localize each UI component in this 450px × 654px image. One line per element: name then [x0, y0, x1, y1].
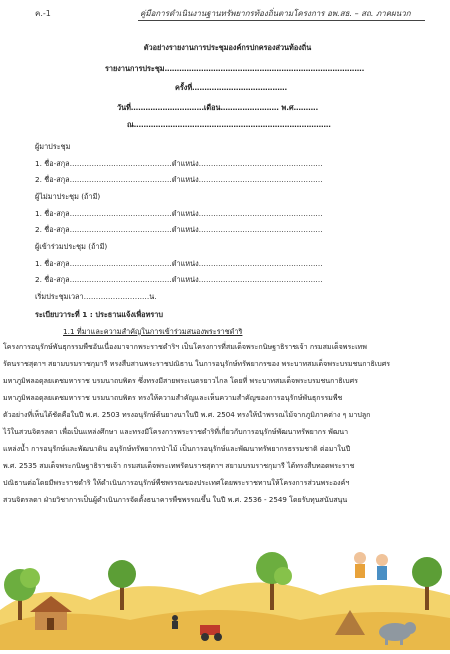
guest-label: ผู้เข้าร่วมประชุม (ถ้ามี): [35, 242, 108, 251]
body-line: สวนจิตรลดา ฝ่ายวิชาการเป็นผู้ดำเนินการจัดตั้งธนาคารพืชพรรณขึ้น ในปี พ.ศ. 2536 - 2549 โดยรับทุนสนับสนุน: [3, 495, 348, 504]
guest-row-1: 1. ชื่อ-สกุล……………………………………ตำแหน่ง……………………………………………: [35, 259, 323, 268]
present-label: ผู้มาประชุม: [35, 142, 71, 151]
page-code: ค.-1: [35, 9, 51, 18]
session-line: ครั้งที่…………………………………: [175, 83, 288, 92]
start-time: เริ่มประชุมเวลา………………………น.: [35, 292, 157, 301]
absent-label: ผู้ไม่มาประชุม (ถ้ามี): [35, 192, 101, 201]
place-line: ณ………………………………………………………………………: [127, 120, 331, 129]
person-icon: [172, 615, 178, 629]
absent-row-1: 1. ชื่อ-สกุล……………………………………ตำแหน่ง……………………………………………: [35, 209, 323, 218]
present-row-2: 2. ชื่อ-สกุล……………………………………ตำแหน่ง……………………………………………: [35, 175, 323, 184]
footer-illustration: [0, 540, 450, 650]
header-rule: [138, 20, 425, 21]
person-icon: [354, 552, 366, 578]
body-line: โครงการอนุรักษ์พันธุกรรมพืชอันเนื่องมาจากพระราชดำริฯ เป็นโครงการที่สมเด็จพระกนิษฐาธิราชเจ้า กรมสมเด็จพระเทพ: [3, 342, 367, 351]
date-line: วันที่…………………………เดือน…………………… พ.ศ……….: [117, 103, 319, 112]
document-title: ตัวอย่างรายงานการประชุมองค์กรปกครองส่วนท้องถิ่น: [143, 43, 312, 52]
report-line: รายงานการประชุม……………………………………………………………………….: [105, 64, 365, 73]
body-line: รัตนราชสุดาฯ สยามบรมราชกุมารี ทรงสืบสานพระราชปณิธาน ในการอนุรักษ์ทรัพยากรของ พระบาทสมเด็จพระบรมชนกาธิเบศร: [3, 359, 391, 368]
body-line: มหาภูมิพลอดุลยเดชมหาราช บรมนาถบพิตร ซึ่งทรงมีสายพระเนตรยาวไกล โดยที่ พระบาทสมเด็จพระบรมชนกาธิเบศร: [3, 376, 358, 385]
header-title: คู่มือการดำเนินงานฐานทรัพยากรท้องถิ่นตามโครงการ อพ.สธ. – สถ. ภาคผนวก: [140, 9, 411, 18]
body-line: ปณิธานต่อโดยมีพระราชดำริ ให้ดำเนินการอนุรักษ์พืชพรรณของประเทศโดยพระราชทานให้โครงการส่วนพระองค์ฯ: [3, 478, 350, 487]
body-line: ไว้ในสวนจิตรลดา เพื่อเป็นแหล่งศึกษา และทรงมีโครงการพระราชดำริที่เกี่ยวกับการอนุรักษ์พัฒนาทรัพยากร พัฒนา: [3, 427, 349, 436]
body-line: มหาภูมิพลอดุลยเดชมหาราช บรมนาถบพิตร ทรงให้ความสำคัญและเห็นความสำคัญของการอนุรักษ์พันธุกรรมพืช: [3, 393, 343, 402]
body-line: พ.ศ. 2535 สมเด็จพระกนิษฐาธิราชเจ้า กรมสมเด็จพระเทพรัตนราชสุดาฯ สยามบรมราชกุมารี ได้ทรงสืบทอดพระราช: [3, 461, 355, 470]
guest-row-2: 2. ชื่อ-สกุล……………………………………ตำแหน่ง……………………………………………: [35, 275, 323, 284]
agenda-subitem-1-1: 1.1 ที่มาและความสำคัญในการเข้าร่วมสนองพระราชดำริ: [63, 327, 243, 336]
landscape-illustration: [0, 540, 450, 650]
body-line: แหล่งน้ำ การอนุรักษ์และพัฒนาดิน อนุรักษ์ทรัพยากรป่าไม้ เป็นการอนุรักษ์และพัฒนาทรัพยากรธรรมชาติ ต่อมาในปี: [3, 444, 351, 453]
body-line: ตัวอย่างที่เห็นได้ชัดคือในปี พ.ศ. 2503 ทรงอนุรักษ์ต้นยางนาในปี พ.ศ. 2504 ทรงให้นำพรรณไม้จากภูมิภาคต่าง ๆ มาปลูก: [3, 410, 371, 419]
absent-row-2: 2. ชื่อ-สกุล……………………………………ตำแหน่ง……………………………………………: [35, 225, 323, 234]
person-icon: [376, 554, 388, 580]
present-row-1: 1. ชื่อ-สกุล……………………………………ตำแหน่ง……………………………………………: [35, 159, 323, 168]
agenda-item-1: ระเบียบวาระที่ 1 : ประธานแจ้งเพื่อทราบ: [35, 310, 164, 319]
